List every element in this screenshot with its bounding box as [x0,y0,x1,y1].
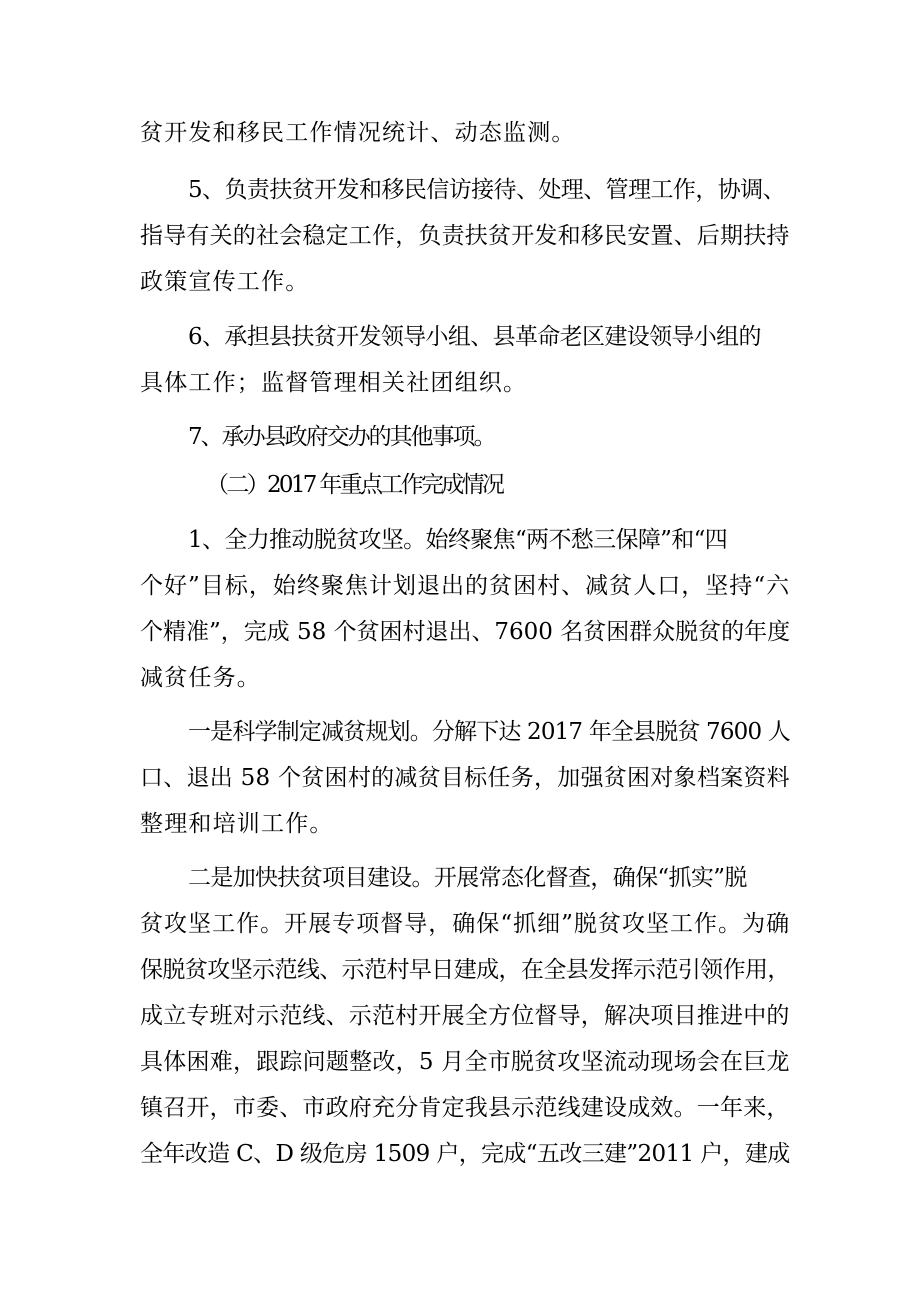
text-line: 减贫任务。 [140,665,261,691]
text-line: 贫攻坚工作。开展专项督导，确保“抓细”脱贫攻坚工作。为确 [140,911,791,937]
text-line: 二是加快扶贫项目建设。开展常态化督查，确保“抓实”脱 [188,865,747,891]
text-line: 5、负责扶贫开发和移民信访接待、处理、管理工作，协调、 [188,177,786,203]
text-line: 个精准”，完成 58 个贫困村退出、7600 名贫困群众脱贫的年度 [140,619,791,645]
text-line: 口、退出 58 个贫困村的减贫目标任务，加强贫困对象档案资料 [140,765,790,791]
text-line: 贫开发和移民工作情况统计、动态监测。 [140,120,576,146]
text-line: 7、承办县政府交办的其他事项。 [188,424,495,450]
text-line: 政策宣传工作。 [140,269,310,295]
text-line: 一是科学制定减贫规划。分解下达 2017 年全县脱贫 7600 人 [188,719,790,745]
text-line: 保脱贫攻坚示范线、示范村早日建成，在全县发挥示范引领作用， [140,957,790,983]
section-heading: （二）2017 年重点工作完成情况 [206,472,503,498]
text-line: 具体工作；监督管理相关社团组织。 [140,370,528,396]
text-line: 整理和培训工作。 [140,811,334,837]
text-line: 6、承担县扶贫开发领导小组、县革命老区建设领导小组的 [188,324,761,350]
text-line: 镇召开，市委、市政府充分肯定我县示范线建设成效。一年来， [140,1095,790,1121]
text-line: 具体困难，跟踪问题整改，5 月全市脱贫攻坚流动现场会在巨龙 [140,1049,790,1075]
text-line: 全年改造 C、D 级危房 1509 户，完成“五改三建”2011 户，建成 [140,1141,790,1167]
text-line: 成立专班对示范线、示范村开展全方位督导，解决项目推进中的 [140,1003,790,1029]
text-line: 1、全力推动脱贫攻坚。始终聚焦“两不愁三保障”和“四 [188,527,728,553]
text-line: 个好”目标，始终聚焦计划退出的贫困村、减贫人口，坚持“六 [140,573,791,599]
text-line: 指导有关的社会稳定工作，负责扶贫开发和移民安置、后期扶持 [140,223,790,249]
